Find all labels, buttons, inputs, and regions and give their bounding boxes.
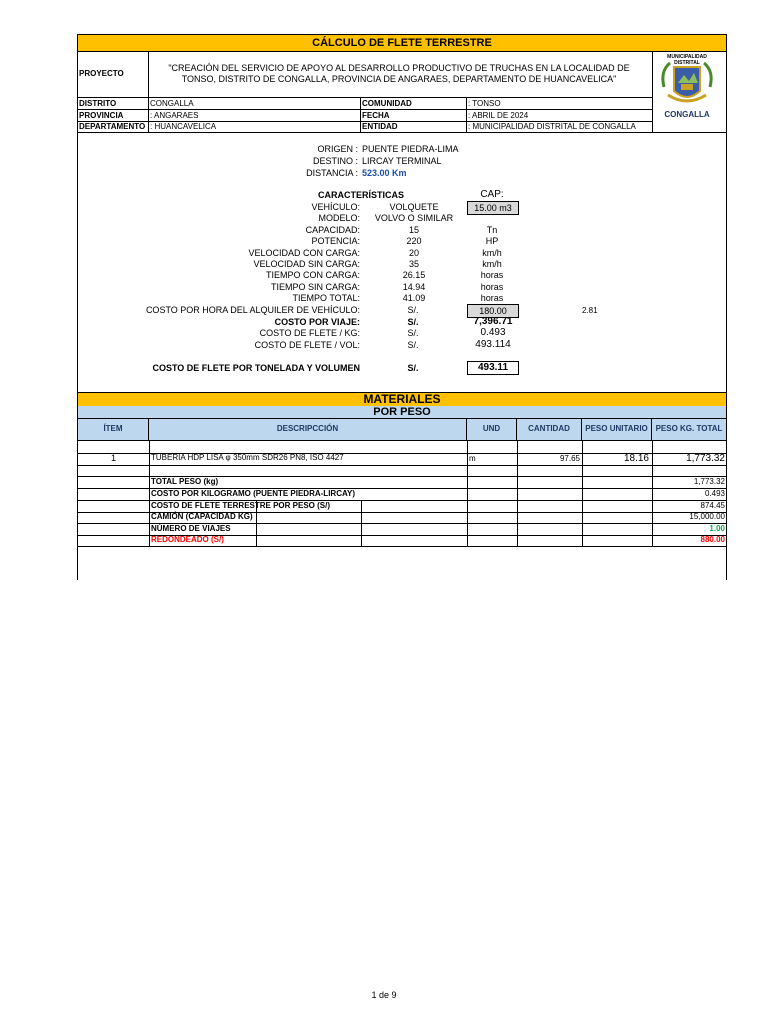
flete-kg-label: COSTO DE FLETE / KG: [259,328,360,338]
proyecto-text: "CREACIÓN DEL SERVICIO DE APOYO AL DESARROLLO PRODUCTIVO DE TRUCHAS EN LA LOCALIDAD DE TONSO, DISTRITO DE CONGALLA, PROVINCIA DE ANGARAES, DEPARTAMENTO DE HUANCAVELICA" [168,63,630,84]
comunidad-value: : TONSO [468,99,501,108]
costo-viaje-value: 7,396.71 [473,316,513,327]
col-und: UND [467,419,517,440]
flete-ton-currency: S/. [407,363,419,373]
distancia-value: 523.00 Km [362,168,407,178]
materiales-title: MATERIALES [78,392,726,407]
item-peso-total: 1,773.32 [686,453,725,464]
cap-value: 15.00 m3 [467,201,519,215]
summary-label: CAMIÓN (CAPACIDAD KG) [151,512,253,521]
costo-hora-label: COSTO POR HORA DEL ALQUILER DE VEHÍCULO: [145,305,360,315]
distrito-label: DISTRITO [79,99,117,108]
char-label: CAPACIDAD: [305,225,360,235]
materials-header-row [78,419,726,441]
char-unit: HP [485,236,499,246]
destino-label: DESTINO : [312,156,358,166]
col-cantidad: CANTIDAD [517,419,582,440]
costo-hora-value: 180.00 [467,304,519,318]
char-value: VOLVO O SIMILAR [374,213,454,223]
flete-kg-value: 0.493 [480,327,506,338]
summary-label: TOTAL PESO (kg) [151,477,219,486]
destino-value: LIRCAY TERMINAL [362,156,442,166]
summary-value: 0.493 [704,489,725,498]
char-value: 20 [408,248,419,258]
item-number: 1 [110,453,116,463]
provincia-label: PROVINCIA [79,111,124,120]
char-label: TIEMPO CON CARGA: [265,270,360,280]
char-value: VOLQUETE [389,202,439,212]
page-footer: 1 de 9 [371,990,397,1000]
char-label: TIEMPO TOTAL: [292,293,360,303]
entidad-value: : MUNICIPALIDAD DISTRITAL DE CONGALLA [468,122,636,131]
col-item: ÍTEM [78,419,149,440]
comunidad-label: COMUNIDAD [362,99,412,108]
departamento-value: : HUANCAVELICA [150,122,217,131]
char-value: 35 [408,259,419,269]
item-und: m [469,454,476,463]
col-descripcion: DESCRIPCCIÓN [149,419,467,440]
flete-ton-value: 493.11 [467,361,519,375]
col-peso-unitario: PESO UNITARIO [582,419,652,440]
char-label: TIEMPO SIN CARGA: [270,282,360,292]
summary-value: 874.45 [700,501,725,510]
char-label: VEHÍCULO: [311,202,360,212]
logo-bottom-text: CONGALLA [664,110,710,119]
char-value: 15 [408,225,419,235]
char-value: 14.94 [402,282,426,292]
char-label: POTENCIA: [311,236,360,246]
departamento-label: DEPARTAMENTO [79,122,146,131]
logo-top-text: MUNICIPALIDAD DISTRITAL [667,54,707,66]
summary-value: 1.00 [709,524,725,533]
entidad-label: ENTIDAD [362,122,398,131]
sheet-title: CÁLCULO DE FLETE TERRESTRE [78,35,726,52]
summary-label: COSTO DE FLETE TERRESTRE POR PESO (S/) [151,501,330,510]
flete-vol-label: COSTO DE FLETE / VOL: [254,340,360,350]
char-unit: Tn [486,225,498,235]
char-unit: km/h [482,248,502,258]
summary-label: NÚMERO DE VIAJES [151,524,231,533]
costo-hora-extra: 2.81 [582,306,598,315]
char-unit: horas [480,293,504,303]
char-label: MODELO: [318,213,360,223]
caracteristicas-heading: CARACTERÍSTICAS [317,190,404,200]
flete-vol-value: 493.114 [475,339,511,350]
freight-sheet [77,34,727,580]
char-value: 26.15 [402,270,426,280]
char-label: VELOCIDAD SIN CARGA: [253,259,360,269]
flete-kg-currency: S/. [407,328,419,338]
summary-label: REDONDEADO (S/) [151,535,224,544]
costo-hora-currency: S/. [407,305,419,315]
provincia-value: : ANGARAES [150,111,199,120]
char-unit: horas [480,282,504,292]
costo-viaje-label: COSTO POR VIAJE: [274,317,360,327]
char-unit: km/h [482,259,502,269]
proyecto-label: PROYECTO [79,69,124,78]
summary-value: 15,000.00 [689,512,725,521]
summary-value: 1,773.32 [693,477,725,486]
item-descripcion: TUBERIA HDP LISA φ 350mm SDR26 PN8, ISO 4427 [151,453,344,462]
flete-vol-currency: S/. [407,340,419,350]
origen-value: PUENTE PIEDRA-LIMA [362,144,459,154]
item-peso-unitario: 18.16 [623,453,649,464]
summary-label: COSTO POR KILOGRAMO (PUENTE PIEDRA-LIRCAY) [151,489,356,498]
char-value: 220 [406,236,422,246]
distrito-value: CONGALLA [150,99,194,108]
por-peso-subtitle: POR PESO [78,406,726,419]
flete-ton-label: COSTO DE FLETE POR TONELADA Y VOLUMEN [152,363,360,373]
char-label: VELOCIDAD CON CARGA: [248,248,360,258]
fecha-value: : ABRIL DE 2024 [468,111,529,120]
summary-value: 880.00 [700,535,725,544]
fecha-label: FECHA [362,111,390,120]
origen-label: ORIGEN : [317,144,358,154]
item-cantidad: 97.65 [559,454,580,463]
char-value: 41.09 [402,293,426,303]
distancia-label: DISTANCIA : [306,168,358,178]
cap-label: CAP: [480,189,504,200]
costo-viaje-currency: S/. [407,317,419,327]
col-peso-total: PESO KG. TOTAL [652,419,726,440]
char-unit: horas [480,270,504,280]
